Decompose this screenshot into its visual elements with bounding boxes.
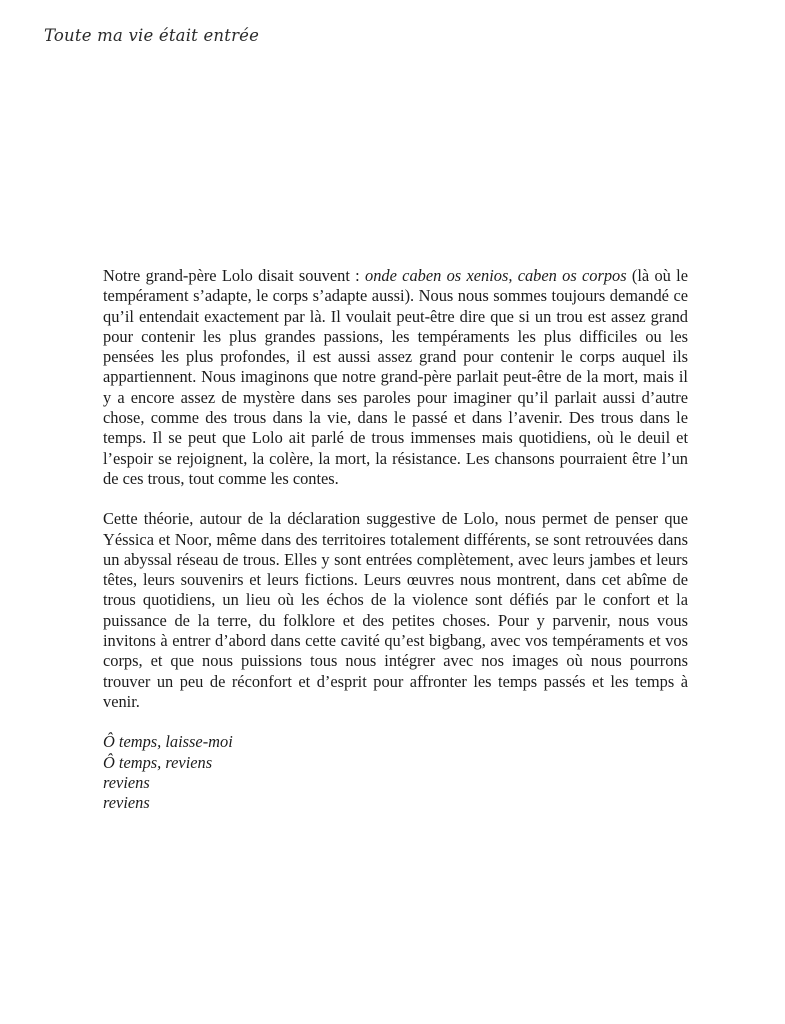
verse-line: Ô temps, reviens <box>103 752 213 772</box>
paragraph-2: Cette théorie, autour de la déclaration suggestive de Lolo, nous permet de penser que Yéssica et Noor, même dans des territoires totalement différents, se sont retrouvées dans un abyssal réseau de trous. Elles y sont entrées complètement, avec leurs jambes et leurs têtes, leurs souvenirs et leurs fictions. Leurs œuvres nous montrent, dans cet abîme de trous quotidiens, un lieu où les échos de la violence sont défiés par le confort et la puissance de la terre, du folklore et des petites choses. Pour y parvenir, nous vous invitons à entrer d’abord dans cette cavité qu’est bigbang, avec vos tempéraments et vos corps, et que nous puissions tous nous intégrer avec nos images où nous pourrons trouver un peu de réconfort et d’esprit pour affronter les temps passés et les temps à venir. <box>103 509 688 711</box>
verse-line: reviens <box>103 772 150 792</box>
verse <box>103 732 688 813</box>
running-title: Toute ma vie était entrée <box>44 26 260 45</box>
galician-quote: onde caben os xenios, caben os corpos <box>365 266 627 285</box>
verse-line: Ô temps, laisse-moi <box>103 732 233 752</box>
main-text <box>103 266 688 813</box>
verse-line: reviens <box>103 793 150 813</box>
paragraph-1-intro: Notre grand-père Lolo disait souvent : <box>103 266 366 285</box>
paragraph-1 <box>103 266 688 489</box>
paragraph-1-rest: (là où le tempérament s’adapte, le corps s’adapte aussi). Nous nous sommes toujours demandé ce qu’il entendait exactement par là. Il voulait peut-être dire que si un trou est assez grand pour contenir les plus grandes passions, les tempéraments les plus difficiles ou les pensées les plus profondes, il est aussi assez grand pour contenir le corps auquel ils appartiennent. Nous imaginons que notre grand-père parlait peut-être de la mort, mais il y a encore assez de mystère dans ses paroles pour imaginer qu’il parlait aussi d’autre chose, comme des trous dans la vie, dans le passé et dans l’avenir. Des trous dans le temps. Il se peut que Lolo ait parlé de trous immenses mais quotidiens, où le deuil et l’espoir se rejoignent, la colère, la mort, la résistance. Les chansons pourraient être l’un de ces trous, tout comme les contes. <box>103 266 688 488</box>
